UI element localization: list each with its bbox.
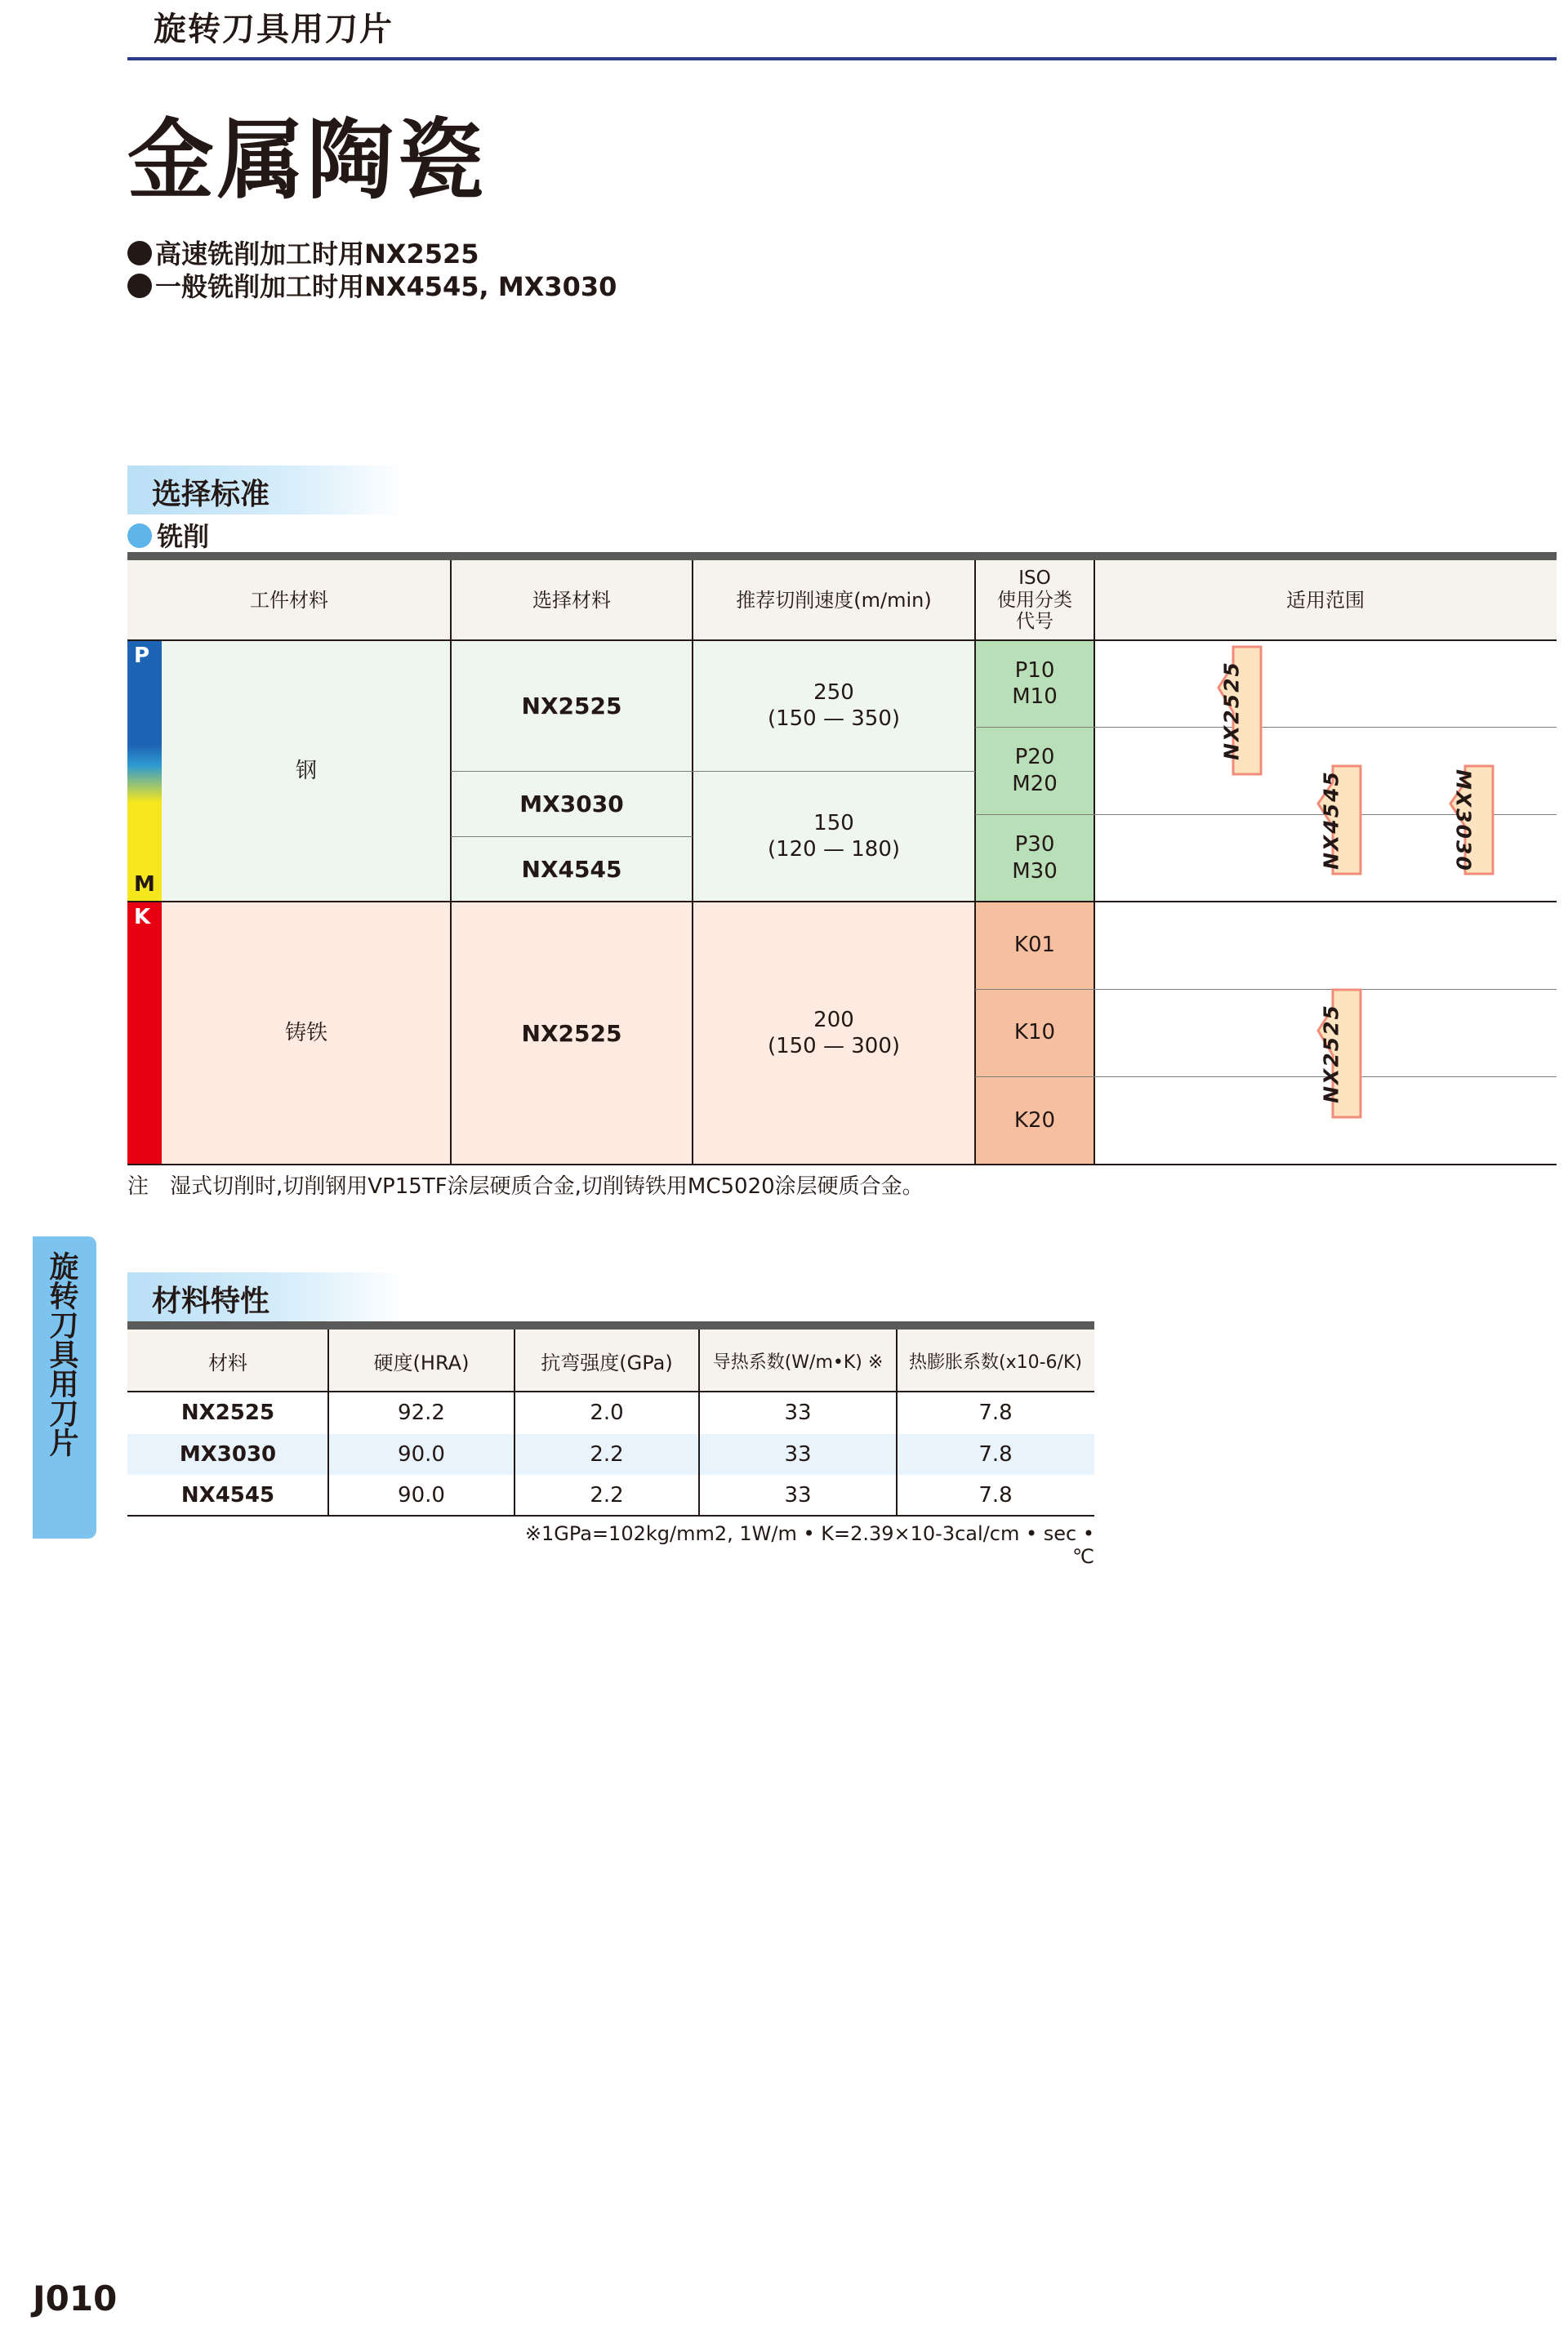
- side-tab-label: 旋转刀具用刀片: [45, 1251, 78, 1457]
- pcell-strength: 2.2: [590, 1483, 624, 1508]
- iso-k10: K10: [975, 989, 1094, 1076]
- range-marker-nx2525-steel: [1212, 645, 1264, 776]
- pcell-conductivity: 33: [784, 1483, 812, 1508]
- band-k: [127, 902, 162, 1165]
- pcell-expansion: 7.8: [978, 1483, 1013, 1508]
- range-label-nx2525-iron: NX2525: [1319, 1004, 1343, 1103]
- bullet-dot-icon: [127, 523, 152, 548]
- range-marker-nx2525-iron: [1312, 988, 1364, 1119]
- range-label-nx4545: NX4545: [1319, 770, 1343, 870]
- col-header-range: 适用范围: [1094, 560, 1557, 640]
- bullet-dot-icon: [127, 274, 152, 298]
- pcell-hardness: 92.2: [398, 1401, 445, 1425]
- side-tab: [33, 1236, 96, 1539]
- pcell-expansion: 7.8: [978, 1401, 1013, 1425]
- selection-heading: 选择标准: [127, 465, 405, 514]
- iso-k01: K01: [975, 902, 1094, 989]
- col-header-grade: 选择材料: [451, 560, 693, 640]
- properties-footnote: ※1GPa=102kg/mm2, 1W/m • K=2.39×10-3cal/cm • sec • ℃: [524, 1522, 1094, 1568]
- band-p-m: [127, 640, 162, 902]
- range-marker-mx3030: [1444, 764, 1496, 875]
- pcol-hardness: 硬度(HRA): [328, 1330, 514, 1392]
- grade-steel-2: MX3030: [451, 771, 693, 836]
- properties-table: [127, 1321, 1094, 1517]
- bullet-item-2: 一般铣削加工时用NX4545, MX3030: [127, 266, 617, 304]
- col-header-speed: 推荐切削速度(m/min): [693, 560, 975, 640]
- selection-note: 注 湿式切削时,切削钢用VP15TF涂层硬质合金,切削铸铁用MC5020涂层硬质合金。: [127, 1174, 924, 1199]
- table-row: [127, 1392, 1094, 1434]
- milling-subheading: 铣削: [127, 516, 209, 554]
- pcell-strength: 2.0: [590, 1401, 624, 1425]
- pcell-strength: 2.2: [590, 1442, 624, 1467]
- col-header-workpiece: 工件材料: [127, 560, 451, 640]
- pcell-material: MX3030: [179, 1442, 277, 1467]
- band-m-label: M: [134, 872, 155, 897]
- pcol-conductivity: 导热系数(W/m•K) ※: [699, 1330, 897, 1392]
- table-top-bar: [127, 552, 1557, 560]
- grade-steel-1: NX2525: [451, 640, 693, 771]
- pcol-expansion: 热膨胀系数(x10-6/K): [897, 1330, 1094, 1392]
- range-marker-nx4545: [1312, 764, 1364, 875]
- pcell-hardness: 90.0: [398, 1442, 445, 1467]
- workpiece-steel: 钢: [162, 640, 451, 902]
- bullet-dot-icon: [127, 241, 152, 265]
- header-rule: [127, 57, 1557, 60]
- pcell-material: NX4545: [180, 1483, 275, 1508]
- speed-steel-1: 250 (150 — 350): [693, 640, 975, 771]
- selection-table: [127, 552, 1557, 1166]
- pcell-material: NX2525: [180, 1401, 275, 1425]
- speed-steel-2: 150 (120 — 180): [693, 771, 975, 902]
- iso-p20-m20: P20 M20: [975, 727, 1094, 814]
- range-label-mx3030: MX3030: [1451, 769, 1476, 872]
- grade-steel-3: NX4545: [451, 836, 693, 902]
- pcell-conductivity: 33: [784, 1401, 812, 1425]
- section-title: 旋转刀具用刀片: [154, 11, 394, 48]
- col-header-iso: ISO 使用分类 代号: [975, 560, 1094, 640]
- page-title: 金属陶瓷: [127, 110, 487, 211]
- band-p-label: P: [134, 644, 150, 668]
- workpiece-iron: 铸铁: [162, 902, 451, 1165]
- table-row: [127, 1434, 1094, 1475]
- pcol-strength: 抗弯强度(GPa): [514, 1330, 699, 1392]
- bullet-item-1: 高速铣削加工时用NX2525: [127, 234, 479, 271]
- range-label-nx2525-steel: NX2525: [1219, 661, 1244, 760]
- page-number: J010: [33, 2278, 118, 2318]
- pcell-conductivity: 33: [784, 1442, 812, 1467]
- pcol-material: 材料: [127, 1330, 328, 1392]
- iso-k20: K20: [975, 1076, 1094, 1165]
- table-row: [127, 1475, 1094, 1516]
- speed-iron: 200 (150 — 300): [693, 902, 975, 1165]
- ptable-top-bar: [127, 1321, 1094, 1330]
- iso-p10-m10: P10 M10: [975, 640, 1094, 727]
- band-k-label: K: [134, 905, 151, 929]
- properties-heading: 材料特性: [127, 1272, 405, 1321]
- pcell-hardness: 90.0: [398, 1483, 445, 1508]
- pcell-expansion: 7.8: [978, 1442, 1013, 1467]
- grade-iron: NX2525: [451, 902, 693, 1165]
- iso-p30-m30: P30 M30: [975, 814, 1094, 902]
